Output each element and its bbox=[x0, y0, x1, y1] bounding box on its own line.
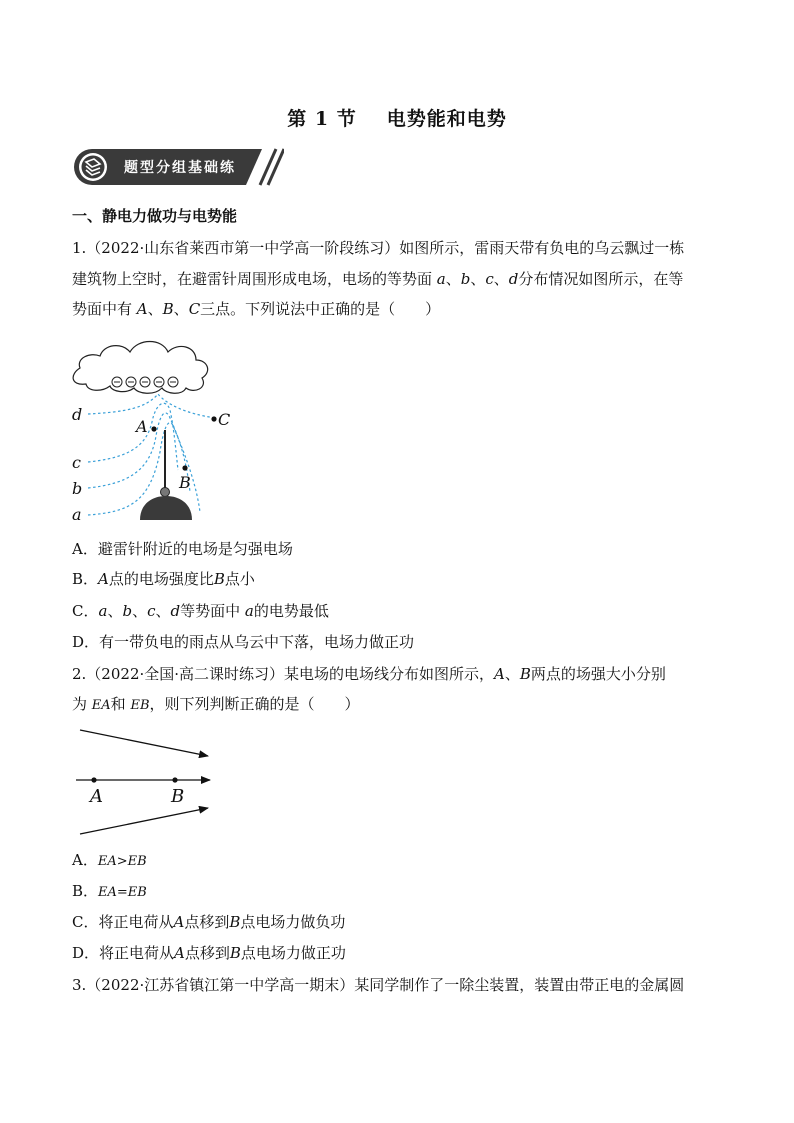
equipotential-lines bbox=[88, 394, 216, 515]
rod-tip bbox=[161, 488, 170, 497]
q1-line-3: 势面中有 A、B、C三点。下列说法中正确的是（ ） bbox=[72, 300, 441, 318]
label-C: C bbox=[218, 410, 231, 429]
q1-line-2: 建筑物上空时，在避雷针周围形成电场，电场的等势面 a、b、c、d分布情况如图所示，在等 bbox=[72, 270, 684, 288]
label-b: b bbox=[72, 479, 83, 498]
q2-option-d: D．将正电荷从A点移到B点电场力做正功 bbox=[72, 944, 346, 962]
q1-figure bbox=[66, 332, 246, 528]
q2-figure bbox=[72, 724, 222, 842]
q1-option-c: C．a、b、c、d等势面中 a的电势最低 bbox=[72, 602, 329, 620]
q1-line-1: 1.（2022·山东省莱西市第一中学高一阶段练习）如图所示，雷雨天带有负电的乌云飘过一栋 bbox=[72, 239, 685, 257]
q2-line-1: 2.（2022·全国·高二课时练习）某电场的电场线分布如图所示，A、B两点的场强大小分别 bbox=[72, 665, 666, 683]
section-number: 第 1 节 bbox=[287, 108, 357, 130]
label-c: c bbox=[72, 453, 81, 472]
q2-option-b: B．EA=EB bbox=[72, 882, 147, 900]
q2-option-c: C．将正电荷从A点移到B点电场力做负功 bbox=[72, 913, 346, 931]
q3-line-1: 3.（2022·江苏省镇江第一中学高一期末）某同学制作了一除尘装置，装置由带正电的金属圆 bbox=[72, 976, 685, 994]
page-title bbox=[0, 104, 794, 131]
q1-option-a: A．避雷针附近的电场是匀强电场 bbox=[72, 540, 293, 558]
banner-text: 题型分组基础练 bbox=[124, 160, 236, 176]
label-a: a bbox=[72, 505, 82, 524]
point-B bbox=[182, 465, 187, 470]
q2-line-2: 为 EA和 EB，则下列判断正确的是（ ） bbox=[72, 695, 360, 713]
label-A: A bbox=[136, 417, 148, 436]
point-B bbox=[172, 777, 177, 782]
point-A bbox=[91, 777, 96, 782]
label-B: B bbox=[179, 473, 191, 492]
field-line-bottom bbox=[80, 808, 208, 834]
field-line-top bbox=[80, 730, 208, 756]
section-name: 电势能和电势 bbox=[386, 108, 507, 130]
point-C bbox=[211, 416, 216, 421]
q1-option-b: B．A点的电场强度比B点小 bbox=[72, 570, 255, 588]
label-d: d bbox=[72, 405, 83, 424]
point-A bbox=[151, 426, 156, 431]
building-dome bbox=[140, 496, 192, 520]
cloud-shape bbox=[73, 342, 208, 394]
q1-option-d: D．有一带负电的雨点从乌云中下落，电场力做正功 bbox=[72, 633, 415, 651]
label-A: A bbox=[90, 786, 103, 807]
q2-option-a: A．EA>EB bbox=[72, 851, 147, 869]
label-B: B bbox=[171, 786, 185, 807]
section-heading: 一、静电力做功与电势能 bbox=[72, 207, 238, 225]
